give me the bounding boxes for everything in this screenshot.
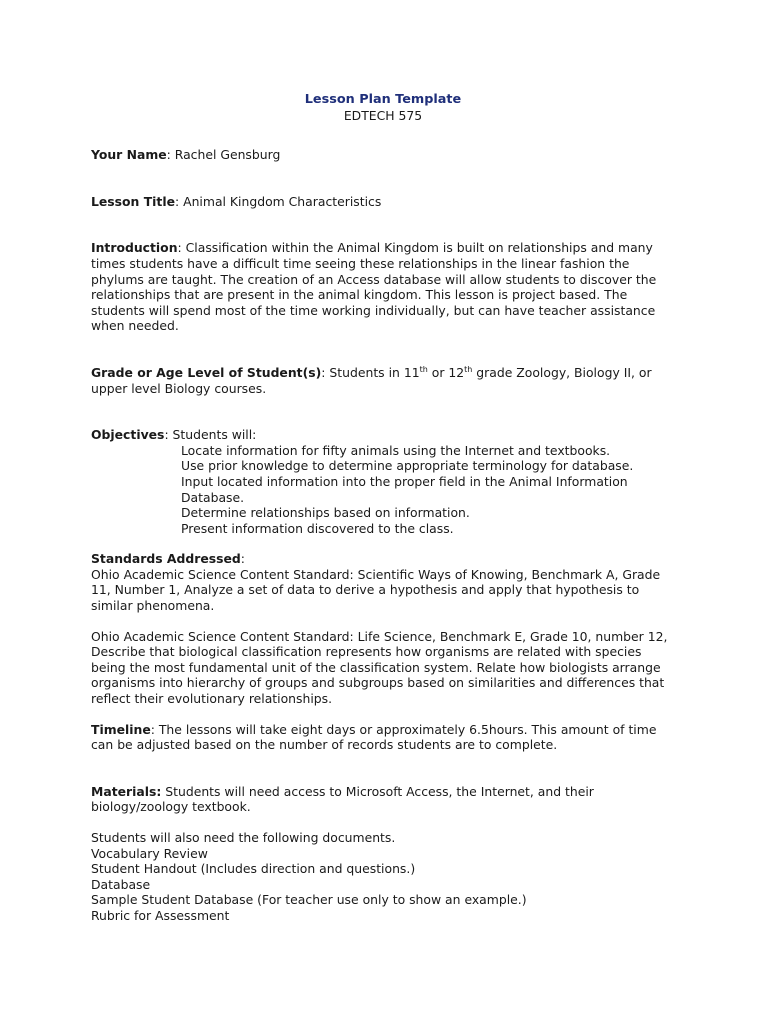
timeline-label: Timeline — [91, 721, 151, 737]
your-name-label: Your Name — [91, 147, 167, 163]
grade-text-2: or 12 — [427, 364, 465, 380]
grade-text-1: : Students in 11 — [321, 364, 420, 380]
standard-1: Ohio Academic Science Content Standard: Scientific Ways of Knowing, Benchmark A, Grade 11, Number 1, Analyze a set of data to derive a hypothesis and apply that hypothesis to similar phenomena. — [91, 566, 661, 614]
materials-text: Students will need access to Microsoft Access, the Internet, and their biology/zoology textbook. — [91, 783, 594, 815]
document-page — [91, 92, 691, 924]
documents-list — [91, 846, 691, 924]
your-name-value: : Rachel Gensburg — [166, 147, 281, 163]
objective-item: Input located information into the proper field in the Animal Information Database. — [181, 473, 628, 505]
document-item: Vocabulary Review — [91, 845, 208, 861]
standard-2: Ohio Academic Science Content Standard: Life Science, Benchmark E, Grade 10, number 12, Describe that biological classification represents how organisms are related with species being the most fundamental unit of the classification system. Relate how biologists arrange organisms into hierarchy of groups and subgroups based on similarities and differences that reflect their evolutionary relationships. — [91, 628, 668, 707]
lesson-title-label: Lesson Title — [91, 193, 175, 209]
materials-paragraph — [91, 784, 651, 815]
title-block — [91, 92, 675, 123]
grade-level-label: Grade or Age Level of Student(s) — [91, 364, 322, 380]
standards-label: Standards Addressed — [91, 551, 241, 567]
timeline-text: : The lessons will take eight days or approximately 6.5hours. This amount of time can be adjusted based on the number of records students are to complete. — [91, 721, 657, 753]
introduction-text: : Classification within the Animal Kingdom is built on relationships and many times students have a difficult time seeing these relationships in the linear fashion the phylums are taught. The creation of an Access database will allow students to discover the relationships that are present in the animal kingdom. This lesson is project based. The students will spend most of the time working individually, but can have teacher assistance when needed. — [91, 240, 657, 334]
course-code: EDTECH 575 — [343, 107, 423, 123]
grade-sup-1: th — [419, 364, 428, 374]
objectives-intro: : Students will: — [164, 427, 257, 443]
documents-intro: Students will also need the following documents. — [91, 830, 396, 845]
document-item: Student Handout (Includes direction and questions.) — [91, 861, 416, 877]
lesson-title-value: : Animal Kingdom Characteristics — [174, 193, 382, 209]
document-title: Lesson Plan Template — [304, 92, 462, 107]
objectives-list — [91, 443, 651, 537]
objectives-label: Objectives — [91, 427, 165, 443]
document-item: Rubric for Assessment — [91, 907, 230, 923]
timeline-paragraph — [91, 722, 675, 753]
standards-heading — [91, 551, 691, 567]
introduction-paragraph — [91, 240, 675, 334]
objective-item: Determine relationships based on information. — [181, 505, 470, 521]
objective-item: Present information discovered to the class. — [181, 520, 454, 536]
grade-text-3: grade Zoology, Biology II, or upper level Biology courses. — [91, 364, 652, 396]
standards-colon: : — [240, 551, 245, 567]
materials-label: Materials: — [91, 783, 162, 799]
document-item: Database — [91, 876, 151, 892]
your-name-line — [91, 147, 675, 163]
document-item: Sample Student Database (For teacher use only to show an example.) — [91, 892, 527, 908]
grade-sup-2: th — [464, 364, 473, 374]
lesson-title-line — [91, 194, 675, 210]
objective-item: Use prior knowledge to determine appropriate terminology for database. — [181, 458, 634, 474]
introduction-label: Introduction — [91, 240, 178, 256]
grade-level-paragraph — [91, 365, 675, 396]
objective-item: Locate information for fifty animals using the Internet and textbooks. — [181, 442, 611, 458]
objectives-line — [91, 427, 691, 443]
